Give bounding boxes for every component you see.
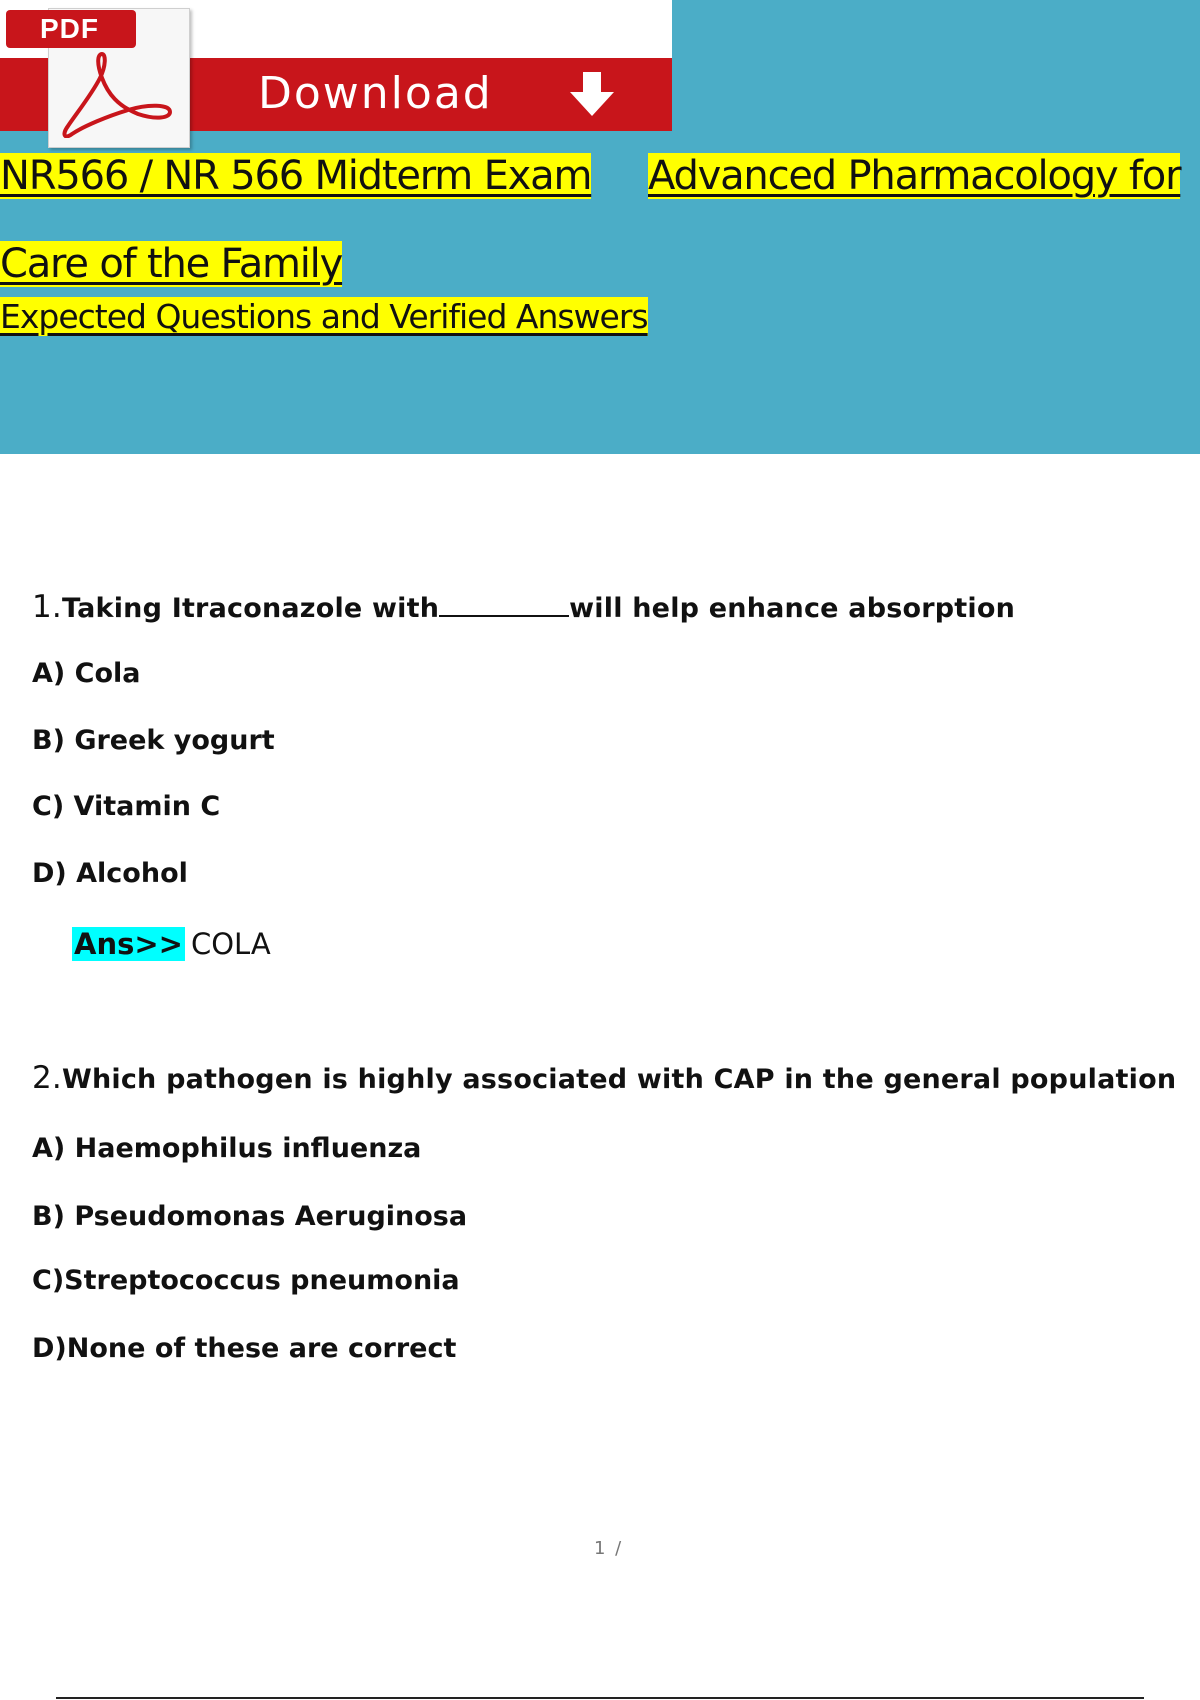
question-text: Which pathogen is highly associated with CAP in the general population xyxy=(61,1064,1177,1095)
answer-value: COLA xyxy=(190,927,271,961)
pdf-badge: PDF xyxy=(6,10,136,48)
subtitle-text: Expected Questions and Verified Answers xyxy=(0,297,648,336)
answer-blank xyxy=(439,593,569,617)
question-number: 2. xyxy=(32,1060,62,1096)
q2-option-a: A) Haemophilus influenza xyxy=(32,1133,422,1164)
title-part-1: NR566 / NR 566 Midterm Exam xyxy=(0,153,592,199)
q1-option-d: D) Alcohol xyxy=(32,858,188,889)
question-number: 1. xyxy=(32,589,62,625)
q1-option-c: C) Vitamin C xyxy=(32,791,221,822)
q1-answer xyxy=(72,925,271,963)
q1-option-a: A) Cola xyxy=(32,658,141,689)
q2-option-c: C)Streptococcus pneumonia xyxy=(32,1265,460,1296)
subtitle-line xyxy=(0,294,648,340)
q2-option-b: B) Pseudomonas Aeruginosa xyxy=(32,1201,468,1232)
title-line-1 xyxy=(0,150,591,202)
question-2 xyxy=(32,1060,1176,1098)
footer-divider xyxy=(56,1697,1144,1699)
title-part-2: Advanced Pharmacology for xyxy=(648,153,1181,199)
q2-option-d: D)None of these are correct xyxy=(32,1333,457,1364)
title-part-3: Care of the Family xyxy=(0,241,343,287)
download-label[interactable]: Download xyxy=(258,68,493,119)
acrobat-logo-icon xyxy=(58,48,178,138)
question-text-start: Taking Itraconazole with xyxy=(61,593,440,624)
page-number: 1 / xyxy=(594,1538,624,1559)
download-arrow-icon[interactable] xyxy=(566,70,618,120)
answer-label: Ans>> xyxy=(74,927,183,961)
title-line-2 xyxy=(0,238,342,290)
q1-option-b: B) Greek yogurt xyxy=(32,725,275,756)
pdf-file-icon[interactable] xyxy=(4,4,190,146)
question-text-end: will help enhance absorption xyxy=(569,593,1016,624)
title-line-1b xyxy=(648,150,1180,202)
question-1 xyxy=(32,589,1015,627)
